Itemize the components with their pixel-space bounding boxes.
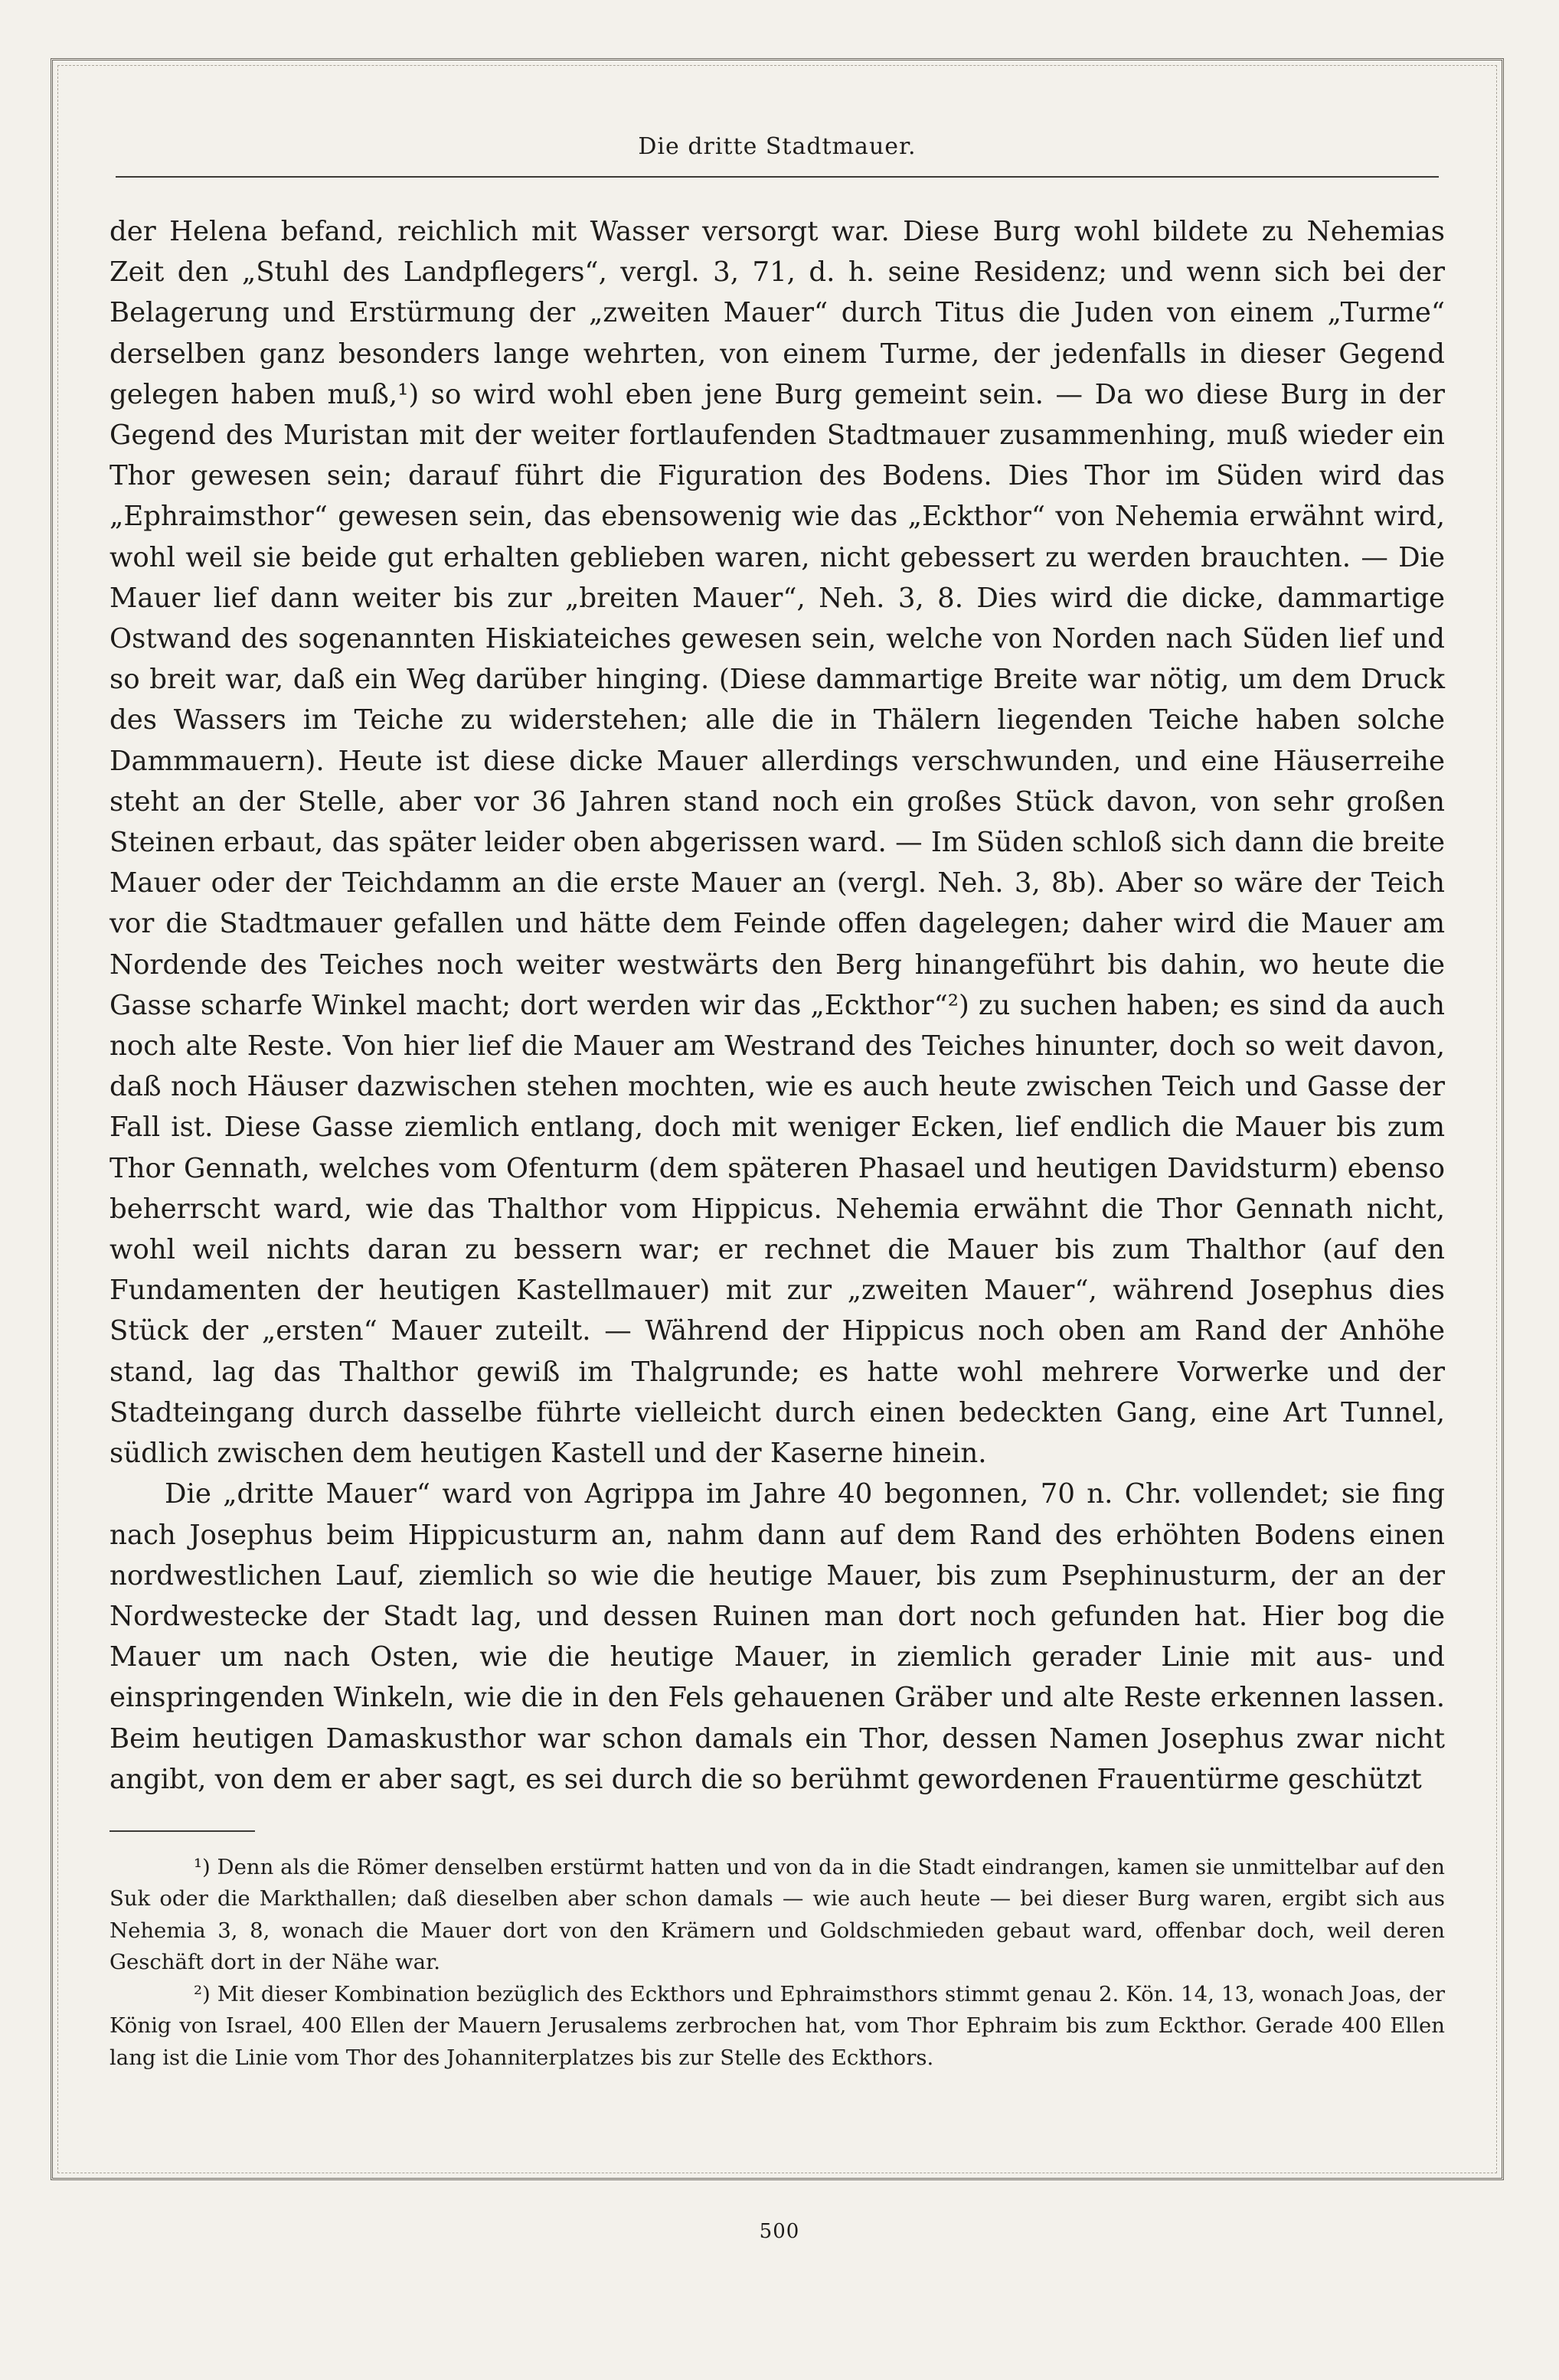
header-rule — [116, 176, 1439, 178]
page-number: 500 — [759, 2220, 800, 2243]
footnote-rule — [109, 1830, 255, 1832]
main-text — [109, 211, 1445, 1800]
paragraph-2: Die „dritte Mauer“ ward von Agrippa im Jahre 40 begonnen, 70 n. Chr. vollendet; sie fing nach Josephus beim Hippicusturm an, nahm dann auf dem Rand des erhöhten Bodens einen nordwestlichen Lauf, ziemlich so wie die heutige Mauer, bis zum Psephinusturm, der an der Nordwestecke der Stadt lag, und dessen Ruinen man dort noch gefunden hat. Hier bog die Mauer um nach Osten, wie die heutige Mauer, in ziemlich gerader Linie mit aus- und einspringenden Winkeln, wie die in den Fels gehauenen Gräber und alte Reste erkennen lassen. Beim heutigen Damaskusthor war schon damals ein Thor, dessen Namen Josephus zwar nicht angibt, von dem er aber sagt, es sei durch die so berühmt gewordenen Frauentürme geschützt — [109, 1478, 1445, 1795]
running-head: Die dritte Stadtmauer. — [638, 133, 917, 160]
paragraph-1: der Helena befand, reichlich mit Wasser versorgt war. Diese Burg wohl bildete zu Nehemias Zeit den „Stuhl des Landpflegers“, vergl. 3, 71, d. h. seine Residenz; und wenn sich bei der Belagerung und Erstürmung der „zweiten Mauer“ durch Titus die Juden von einem „Turme“ derselben ganz besonders lange wehrten, von einem Turme, der jedenfalls in dieser Gegend gelegen haben muß,¹) so wird wohl eben jene Burg gemeint sein. — Da wo diese Burg in der Gegend des Muristan mit der weiter fortlaufenden Stadtmauer zusammenhing, muß wieder ein Thor gewesen sein; darauf führt die Figuration des Bodens. Dies Thor im Süden wird das „Ephraimsthor“ gewesen sein, das ebensowenig wie das „Eckthor“ von Nehemia erwähnt wird, wohl weil sie beide gut erhalten geblieben waren, nicht gebessert zu werden brauchten. — Die Mauer lief dann weiter bis zur „breiten Mauer“, Neh. 3, 8. Dies wird die dicke, dammartige Ostwand des sogenannten Hiskiateiches gewesen sein, welche von Norden nach Süden lief und so breit war, daß ein Weg darüber hinging. (Diese dammartige Breite war nötig, um dem Druck des Wassers im Teiche zu widerstehen; alle die in Thälern liegenden Teiche haben solche Dammmauern). Heute ist diese dicke Mauer allerdings verschwunden, und eine Häuserreihe steht an der Stelle, aber vor 36 Jahren stand noch ein großes Stück davon, von sehr großen Steinen erbaut, das später leider oben abgerissen ward. — Im Süden schloß sich dann die breite Mauer oder der Teichdamm an die erste Mauer an (vergl. Neh. 3, 8b). Aber so wäre der Teich vor die Stadtmauer gefallen und hätte dem Feinde offen dagelegen; daher wird die Mauer am Nordende des Teiches noch weiter westwärts den Berg hinangeführt bis dahin, wo heute die Gasse scharfe Winkel macht; dort werden wir das „Eckthor“²) zu suchen haben; es sind da auch noch alte Reste. Von hier lief die Mauer am Westrand des Teiches hinunter, doch so weit davon, daß noch Häuser dazwischen stehen mochten, wie es auch heute zwischen Teich und Gasse der Fall ist. Diese Gasse ziemlich entlang, doch mit weniger Ecken, lief endlich die Mauer bis zum Thor Gennath, welches vom Ofenturm (dem späteren Phasael und heutigen Davidsturm) ebenso beherrscht ward, wie das Thalthor vom Hippicus. Nehemia erwähnt die Thor Gennath nicht, wohl weil nichts daran zu bessern war; er rechnet die Mauer bis zum Thalthor (auf den Fundamenten der heutigen Kastellmauer) mit zur „zweiten Mauer“, während Josephus dies Stück der „ersten“ Mauer zuteilt. — Während der Hippicus noch oben am Rand der Anhöhe stand, lag das Thalthor gewiß im Thalgrunde; es hatte wohl mehrere Vorwerke und der Stadteingang durch dasselbe führte vielleicht durch einen bedeckten Gang, eine Art Tunnel, südlich zwischen dem heutigen Kastell und der Kaserne hinein. — [109, 216, 1445, 1470]
page-frame — [51, 58, 1504, 2180]
footnotes — [109, 1852, 1445, 2075]
footnote-1: ¹) Denn als die Römer denselben erstürmt hatten und von da in die Stadt eindrangen, kamen sie unmittelbar auf den Suk oder die Markthallen; daß dieselben aber schon damals — wie auch heute — bei dieser Burg waren, ergibt sich aus Nehemia 3, 8, wonach die Mauer dort von den Krämern und Goldschmieden gebaut ward, offenbar doch, weil deren Geschäft dort in der Nähe war. — [109, 1854, 1445, 1975]
footnote-2: ²) Mit dieser Kombination bezüglich des Eckthors und Ephraimsthors stimmt genau 2. Kön. 14, 13, wonach Joas, der König von Israel, 400 Ellen der Mauern Jerusalems zerbrochen hat, vom Thor Ephraim bis zum Eckthor. Gerade 400 Ellen lang ist die Linie vom Thor des Johanniterplatzes bis zur Stelle des Eckthors. — [109, 1981, 1445, 2070]
